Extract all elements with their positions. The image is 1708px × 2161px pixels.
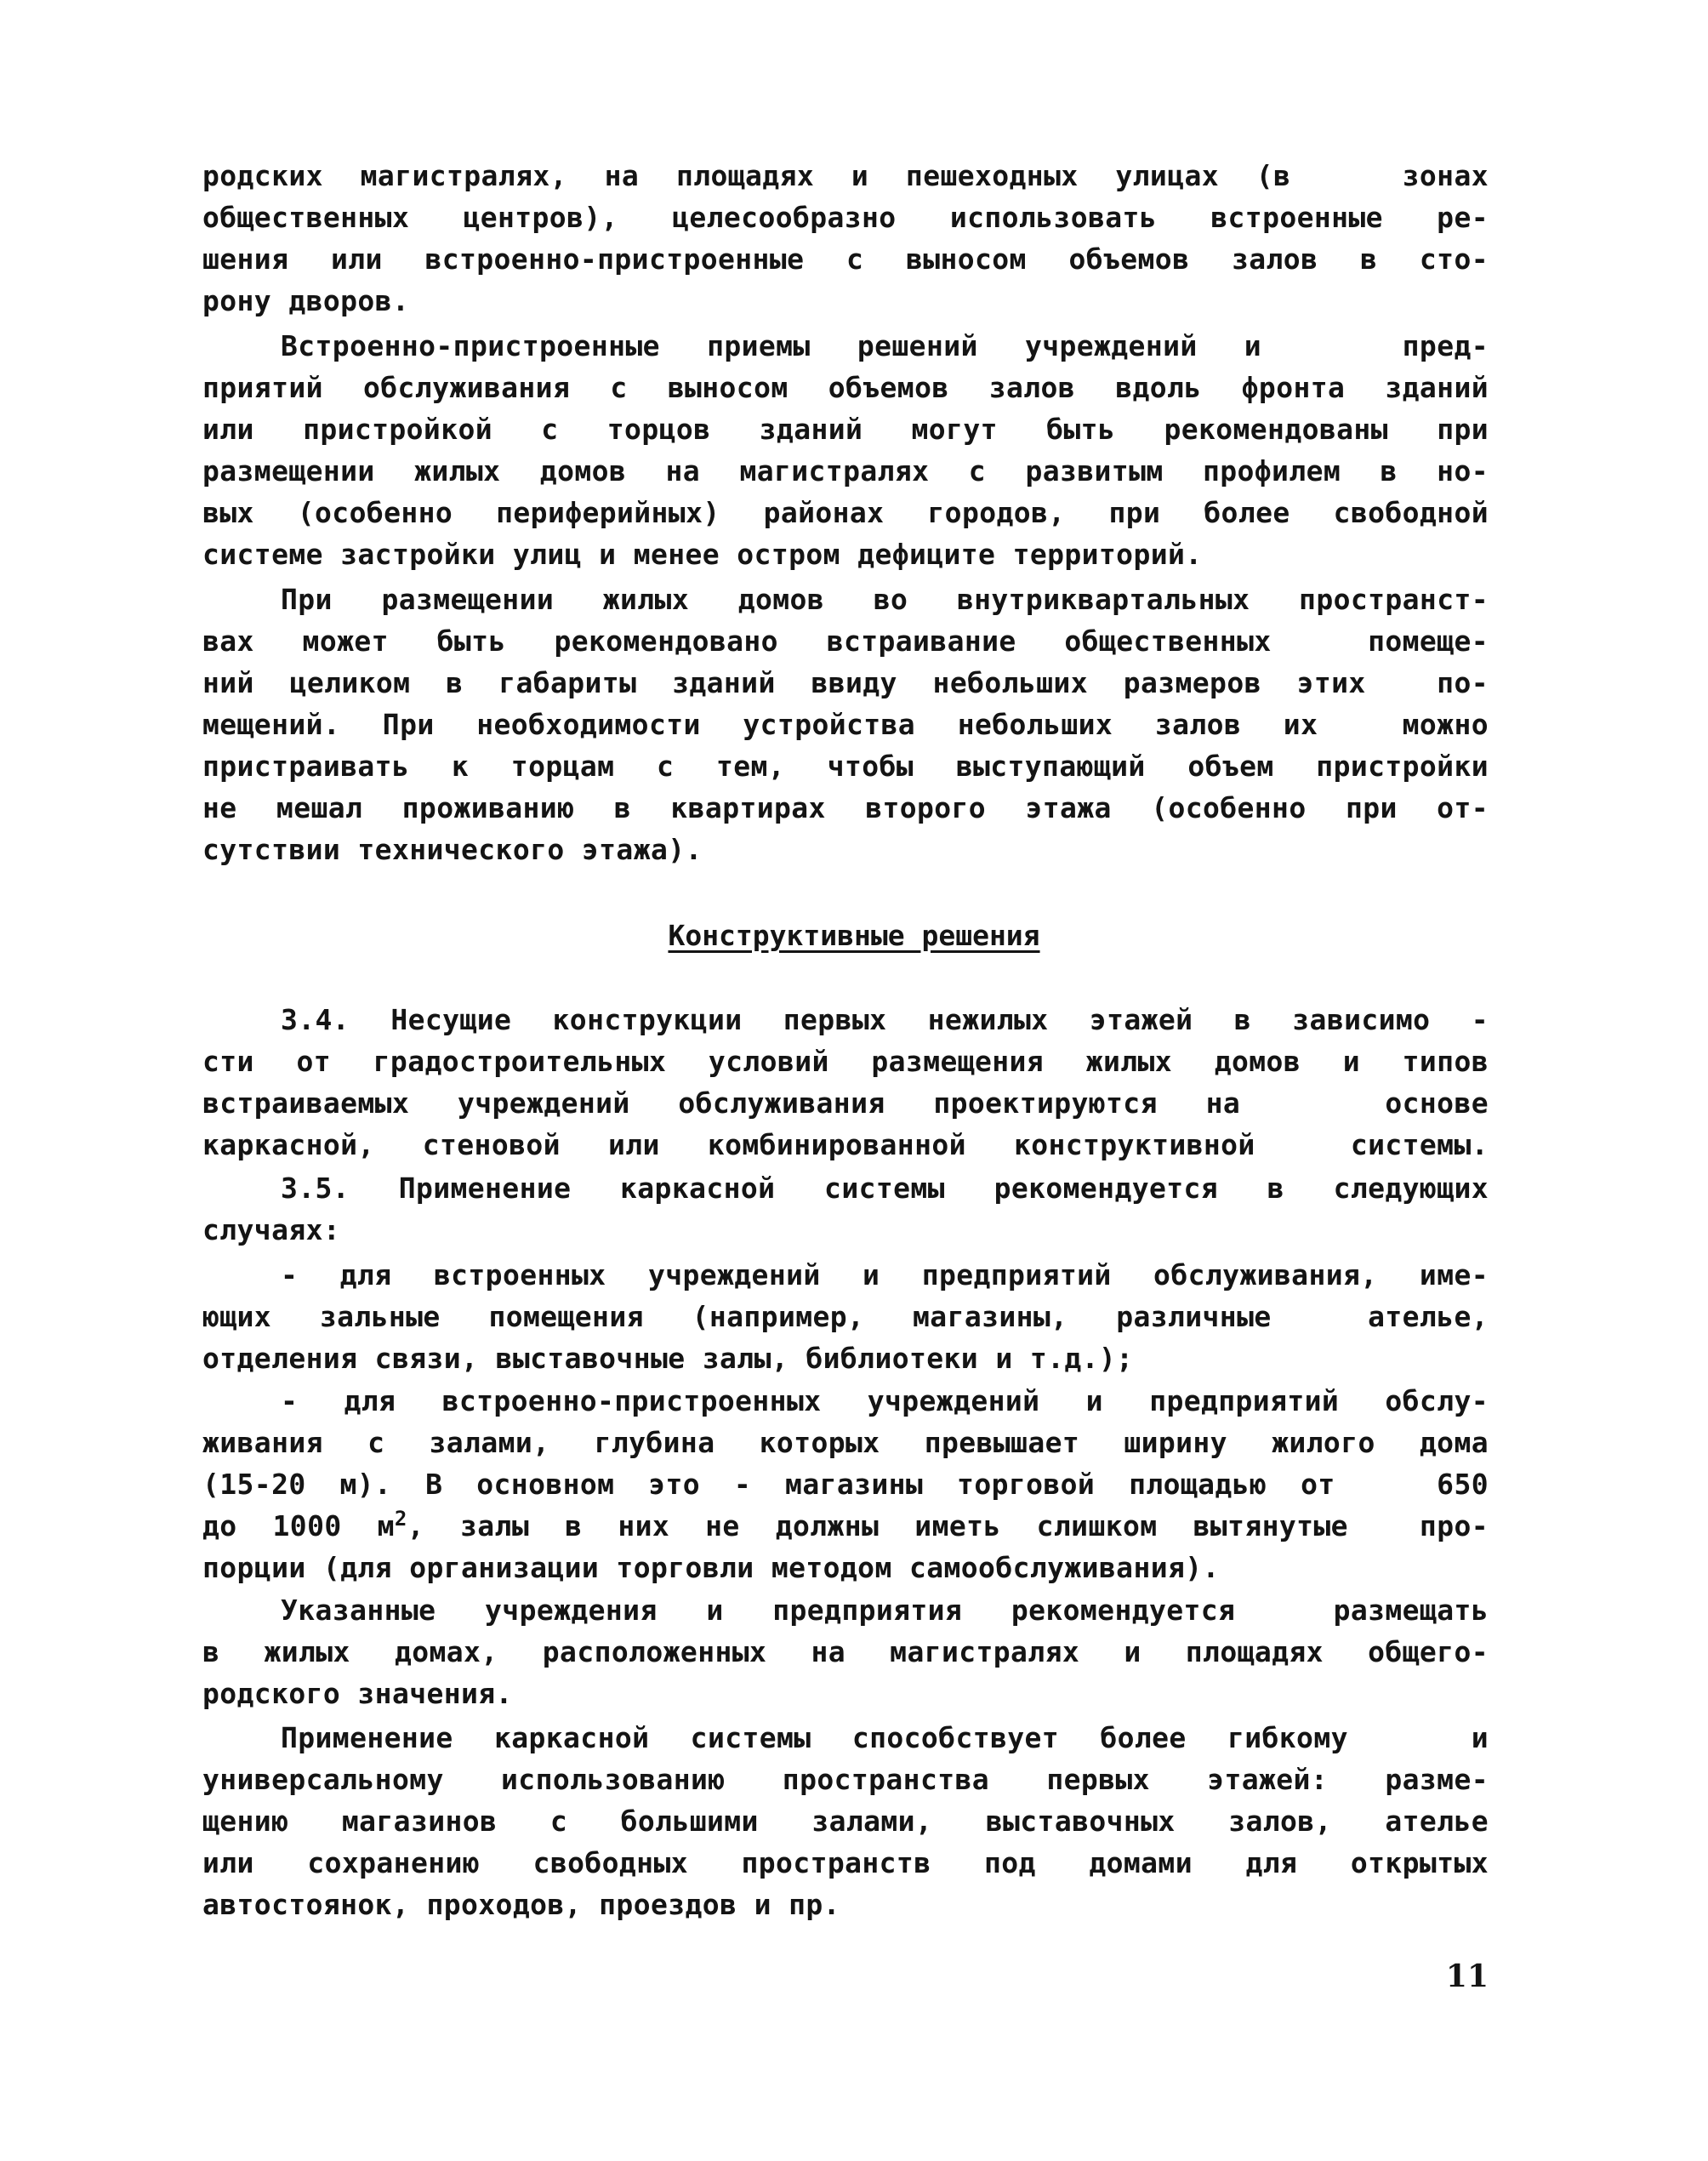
text-line: встраиваемых учреждений обслуживания проектируются на основе <box>202 1086 1489 1120</box>
section-heading-text: Конструктивные решения <box>668 919 1040 952</box>
text-line: При размещении жилых домов во внутриквартальных пространст- <box>281 583 1489 616</box>
text-fragment: , залы в них не должны иметь слишком вытянутые про- <box>407 1509 1489 1542</box>
text-line: родских магистралях, на площадях и пешеходных улицах (в зонах <box>202 159 1489 192</box>
text-line: или пристройкой с торцов зданий могут быть рекомендованы при <box>202 413 1489 446</box>
text-line: ющих зальные помещения (например, магазины, различные ателье, <box>202 1300 1489 1333</box>
text-line: каркасной, стеновой или комбинированной конструктивной системы. <box>202 1128 1489 1161</box>
paragraph-built-in-attached <box>202 325 1489 575</box>
paragraph-placement <box>202 1589 1489 1714</box>
paragraph-frame-system <box>202 1717 1489 1925</box>
text-line: Указанные учреждения и предприятия рекомендуется размещать <box>281 1594 1489 1627</box>
text-line: щению магазинов с большими залами, выставочных залов, ателье <box>202 1805 1489 1838</box>
text-line: шения или встроенно-пристроенные с выносом объемов залов в сто- <box>202 242 1489 276</box>
text-line: мещений. При необходимости устройства небольших залов их можно <box>202 708 1489 741</box>
text-line: системе застройки улиц и менее остром дефиците территорий. <box>202 538 1203 571</box>
section-heading <box>0 919 1708 952</box>
paragraph-intra-quarter <box>202 579 1489 870</box>
clause-3-4 <box>202 999 1489 1166</box>
text-line: Встроенно-пристроенные приемы решений учреждений и пред- <box>281 329 1489 362</box>
text-line: ний целиком в габариты зданий ввиду небольших размеров этих по- <box>202 666 1489 699</box>
text-fragment: до 1000 м <box>202 1509 395 1542</box>
text-line: (15-20 м). В основном это - магазины торговой площадью от 650 <box>202 1468 1489 1501</box>
text-line: универсальному использованию пространства первых этажей: разме- <box>202 1763 1489 1796</box>
text-line: автостоянок, проходов, проездов и пр. <box>202 1888 840 1921</box>
text-line: не мешал проживанию в квартирах второго этажа (особенно при от- <box>202 791 1489 824</box>
text-line: - для встроенно-пристроенных учреждений и предприятий обслу- <box>281 1384 1489 1417</box>
text-line: приятий обслуживания с выносом объемов залов вдоль фронта зданий <box>202 371 1489 404</box>
text-line: вах может быть рекомендовано встраивание общественных помеще- <box>202 624 1489 658</box>
text-line: случаях: <box>202 1213 341 1246</box>
text-line: в жилых домах, расположенных на магистралях и площадях общего- <box>202 1635 1489 1668</box>
page-number: 11 <box>1445 1959 1489 1994</box>
text-line: вых (особенно периферийных) районах городов, при более свободной <box>202 496 1489 529</box>
list-item-built-in <box>202 1254 1489 1379</box>
text-line: сутствии технического этажа). <box>202 833 703 866</box>
list-item-built-in-attached <box>202 1380 1489 1588</box>
text-line: сти от градостроительных условий размещения жилых домов и типов <box>202 1045 1489 1078</box>
text-line: порции (для организации торговли методом самообслуживания). <box>202 1551 1220 1584</box>
text-line: отделения связи, выставочные залы, библиотеки и т.д.); <box>202 1342 1134 1375</box>
text-line: Применение каркасной системы способствует более гибкому и <box>281 1721 1489 1754</box>
superscript: 2 <box>394 1507 407 1531</box>
clause-3-5 <box>202 1167 1489 1251</box>
text-line: или сохранению свободных пространств под домами для открытых <box>202 1846 1489 1879</box>
text-line: 3.4. Несущие конструкции первых нежилых этажей в зависимо - <box>281 1003 1489 1036</box>
text-line: общественных центров), целесообразно использовать встроенные ре- <box>202 201 1489 234</box>
text-line <box>202 1505 1489 1547</box>
text-line: размещении жилых домов на магистралях с развитым профилем в но- <box>202 454 1489 488</box>
text-line: родского значения. <box>202 1677 513 1710</box>
text-line: живания с залами, глубина которых превышает ширину жилого дома <box>202 1426 1489 1459</box>
paragraph-continuation <box>202 155 1489 322</box>
text-line: рону дворов. <box>202 284 410 317</box>
text-line: пристраивать к торцам с тем, чтобы выступающий объем пристройки <box>202 750 1489 783</box>
text-line: 3.5. Применение каркасной системы рекомендуется в следующих <box>281 1172 1489 1205</box>
text-line: - для встроенных учреждений и предприятий обслуживания, име- <box>281 1258 1489 1291</box>
